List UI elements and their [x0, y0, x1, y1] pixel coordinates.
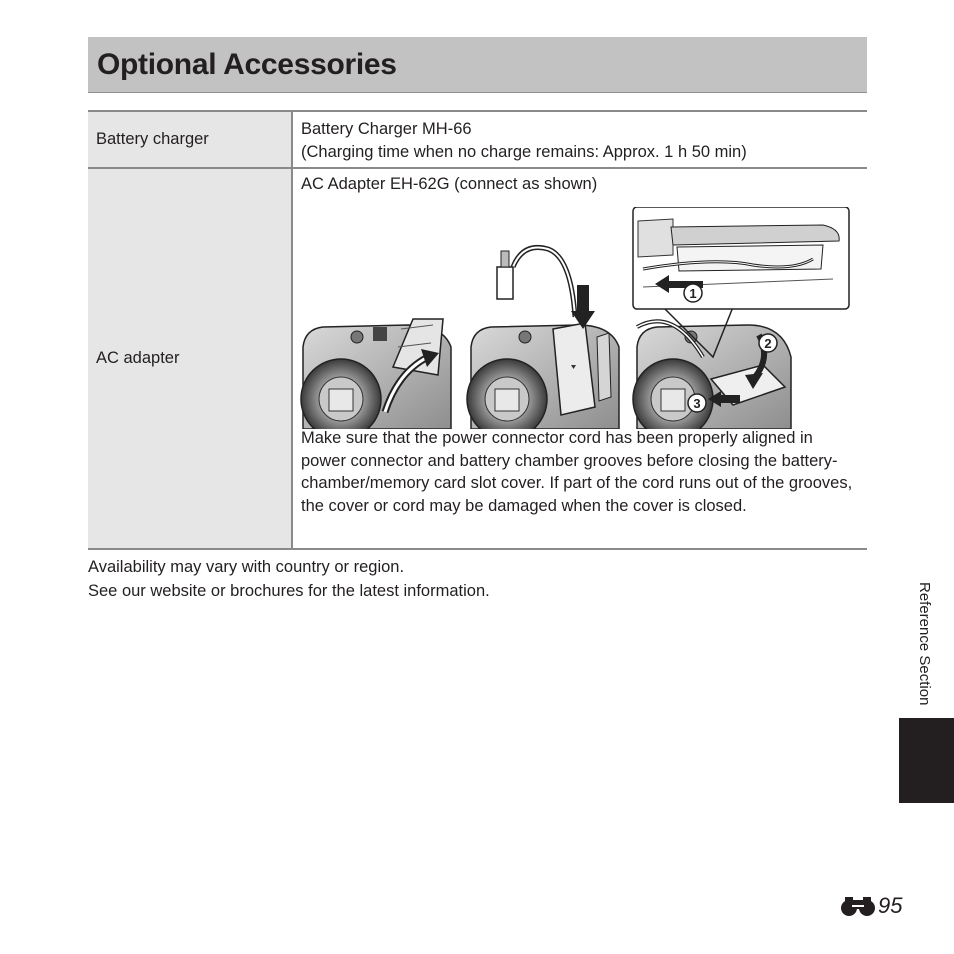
page-number-value: 95	[878, 893, 903, 918]
page-title: Optional Accessories	[97, 48, 397, 81]
callout-2: 2	[764, 336, 772, 351]
website-note: See our website or brochures for the latest information.	[88, 582, 490, 600]
callout-3: 3	[693, 396, 701, 411]
section-label	[917, 582, 937, 732]
charging-time: (Charging time when no charge remains: Approx. 1 h 50 min)	[301, 142, 747, 161]
accessories-table	[88, 110, 867, 550]
callout-1: 1	[689, 286, 697, 301]
section-tab	[899, 718, 954, 803]
camera-illustration-2	[467, 247, 619, 429]
page-number	[840, 893, 902, 919]
table-row-battery-charger	[88, 110, 867, 167]
row-label: AC adapter	[88, 169, 293, 548]
adapter-model: AC Adapter EH-62G (connect as shown)	[301, 175, 598, 193]
title-bar	[88, 37, 867, 93]
section-label-text: Reference Section	[916, 582, 933, 706]
table-row-ac-adapter	[88, 167, 867, 550]
camera-illustration-1	[301, 319, 451, 429]
title-rule	[88, 92, 867, 93]
camera-illustration-3	[633, 321, 791, 429]
ac-adapter-connection-figure	[293, 207, 863, 429]
row-label: Battery charger	[88, 112, 293, 167]
row-content	[293, 112, 867, 167]
row-content	[293, 169, 867, 548]
binoculars-reference-icon	[840, 894, 876, 918]
cord-alignment-note: Make sure that the power connector cord has been properly aligned in power connector and battery chamber grooves before closing the battery-chamber/memory card slot cover. If part of the cord runs out of the grooves, the cover or cord may be damaged when the cover is closed.	[301, 429, 853, 515]
charger-model: Battery Charger MH-66	[301, 120, 472, 138]
availability-note: Availability may vary with country or region.	[88, 558, 405, 576]
